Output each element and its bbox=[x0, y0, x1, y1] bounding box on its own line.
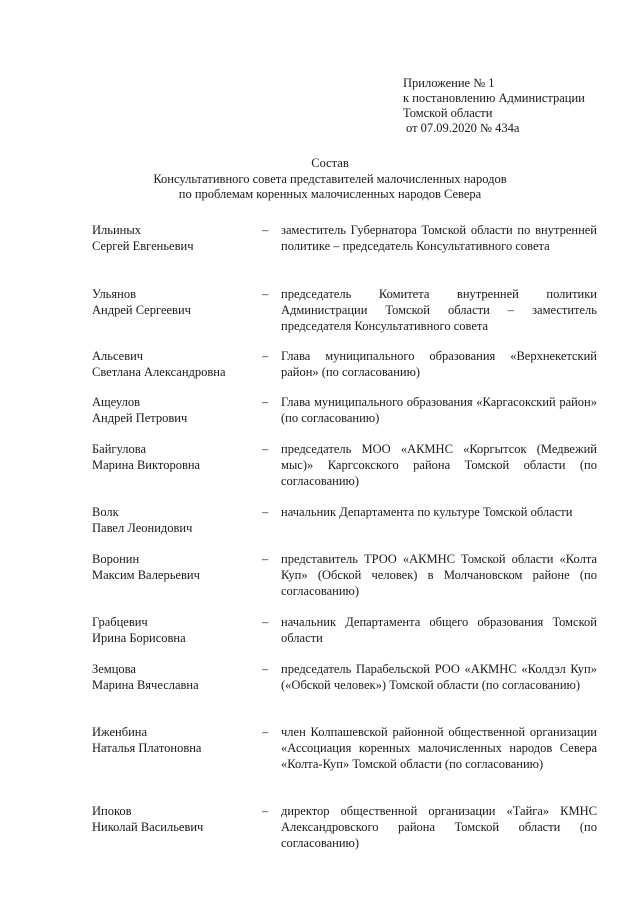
member-given-name: Максим Валерьевич bbox=[92, 568, 200, 582]
member-name bbox=[92, 551, 257, 583]
member-position: член Колпашевской районной общественной организации «Ассоциация коренных малочисленных народов Севера «Колта-Куп» Томской области (по согласованию) bbox=[281, 725, 597, 771]
member-name bbox=[92, 441, 257, 473]
member-name bbox=[92, 222, 257, 254]
member-position: председатель Комитета внутренней политики Администрации Томской области – заместитель председателя Консультативного совета bbox=[281, 287, 597, 333]
separator-dash: – bbox=[262, 804, 269, 818]
member-name bbox=[92, 394, 257, 426]
separator-dash: – bbox=[262, 662, 269, 676]
heading-subtitle-line2: по проблемам коренных малочисленных народов Севера bbox=[178, 187, 482, 201]
member-surname: Байгулова bbox=[92, 442, 147, 456]
separator-dash: – bbox=[262, 287, 269, 301]
member-name bbox=[92, 286, 257, 318]
member-position: Глава муниципального образования «Верхнекетский район» (по согласованию) bbox=[281, 349, 597, 379]
member-name bbox=[92, 661, 257, 693]
member-surname: Воронин bbox=[92, 552, 140, 566]
member-name bbox=[92, 803, 257, 835]
separator-dash: – bbox=[262, 349, 269, 363]
appendix-reference: к постановлению Администрации bbox=[403, 91, 585, 105]
separator-dash: – bbox=[262, 505, 269, 519]
member-position: начальник Департамента общего образования Томской области bbox=[281, 615, 597, 645]
member-surname: Грабцевич bbox=[92, 615, 148, 629]
member-surname: Земцова bbox=[92, 662, 136, 676]
heading-subtitle-line1: Консультативного совета представителей малочисленных народов bbox=[153, 171, 507, 186]
appendix-block bbox=[403, 76, 585, 136]
member-given-name: Сергей Евгеньевич bbox=[92, 239, 194, 253]
member-surname: Ульянов bbox=[92, 287, 136, 301]
separator-dash: – bbox=[262, 725, 269, 739]
member-position: председатель МОО «АКМНС «Коргытсок (Медвежий мыс)» Каргсокского района Томской области (по согласованию) bbox=[281, 442, 597, 488]
member-surname: Ильиных bbox=[92, 223, 141, 237]
member-given-name: Марина Вячеславна bbox=[92, 678, 199, 692]
member-name bbox=[92, 348, 257, 380]
member-given-name: Павел Леонидович bbox=[92, 521, 193, 535]
appendix-region: Томской области bbox=[403, 106, 493, 120]
appendix-date: от 07.09.2020 № 434а bbox=[406, 121, 520, 135]
member-name bbox=[92, 724, 257, 756]
member-given-name: Марина Викторовна bbox=[92, 458, 201, 472]
member-surname: Ащеулов bbox=[92, 395, 140, 409]
document-heading bbox=[0, 156, 640, 203]
separator-dash: – bbox=[262, 395, 269, 409]
appendix-number: Приложение № 1 bbox=[403, 76, 495, 90]
separator-dash: – bbox=[262, 552, 269, 566]
member-position: директор общественной организации «Тайга» КМНС Александровского района Томской области (по согласованию) bbox=[281, 804, 597, 850]
heading-title: Состав bbox=[311, 156, 349, 170]
member-name bbox=[92, 614, 257, 646]
member-surname: Альсевич bbox=[92, 349, 144, 363]
member-given-name: Николай Васильевич bbox=[92, 820, 204, 834]
member-surname: Ипоков bbox=[92, 804, 132, 818]
member-given-name: Наталья Платоновна bbox=[92, 741, 202, 755]
member-given-name: Андрей Сергеевич bbox=[92, 303, 191, 317]
separator-dash: – bbox=[262, 442, 269, 456]
member-position: представитель ТРОО «АКМНС Томской области «Колта Куп» (Обской человек) в Молчановском районе (по согласованию) bbox=[281, 552, 597, 598]
member-position: начальник Департамента по культуре Томской области bbox=[281, 505, 573, 519]
member-given-name: Ирина Борисовна bbox=[92, 631, 186, 645]
member-given-name: Андрей Петрович bbox=[92, 411, 188, 425]
separator-dash: – bbox=[262, 615, 269, 629]
member-given-name: Светлана Александровна bbox=[92, 365, 226, 379]
member-surname: Иженбина bbox=[92, 725, 148, 739]
member-surname: Волк bbox=[92, 505, 119, 519]
separator-dash: – bbox=[262, 223, 269, 237]
member-name bbox=[92, 504, 257, 536]
member-position: председатель Парабельской РОО «АКМНС «Колдэл Куп» («Обской человек») Томской области (по согласованию) bbox=[281, 662, 597, 692]
member-position: Глава муниципального образования «Каргасокский район» (по согласованию) bbox=[281, 395, 597, 425]
member-position: заместитель Губернатора Томской области по внутренней политике – председатель Консультативного совета bbox=[281, 223, 597, 253]
